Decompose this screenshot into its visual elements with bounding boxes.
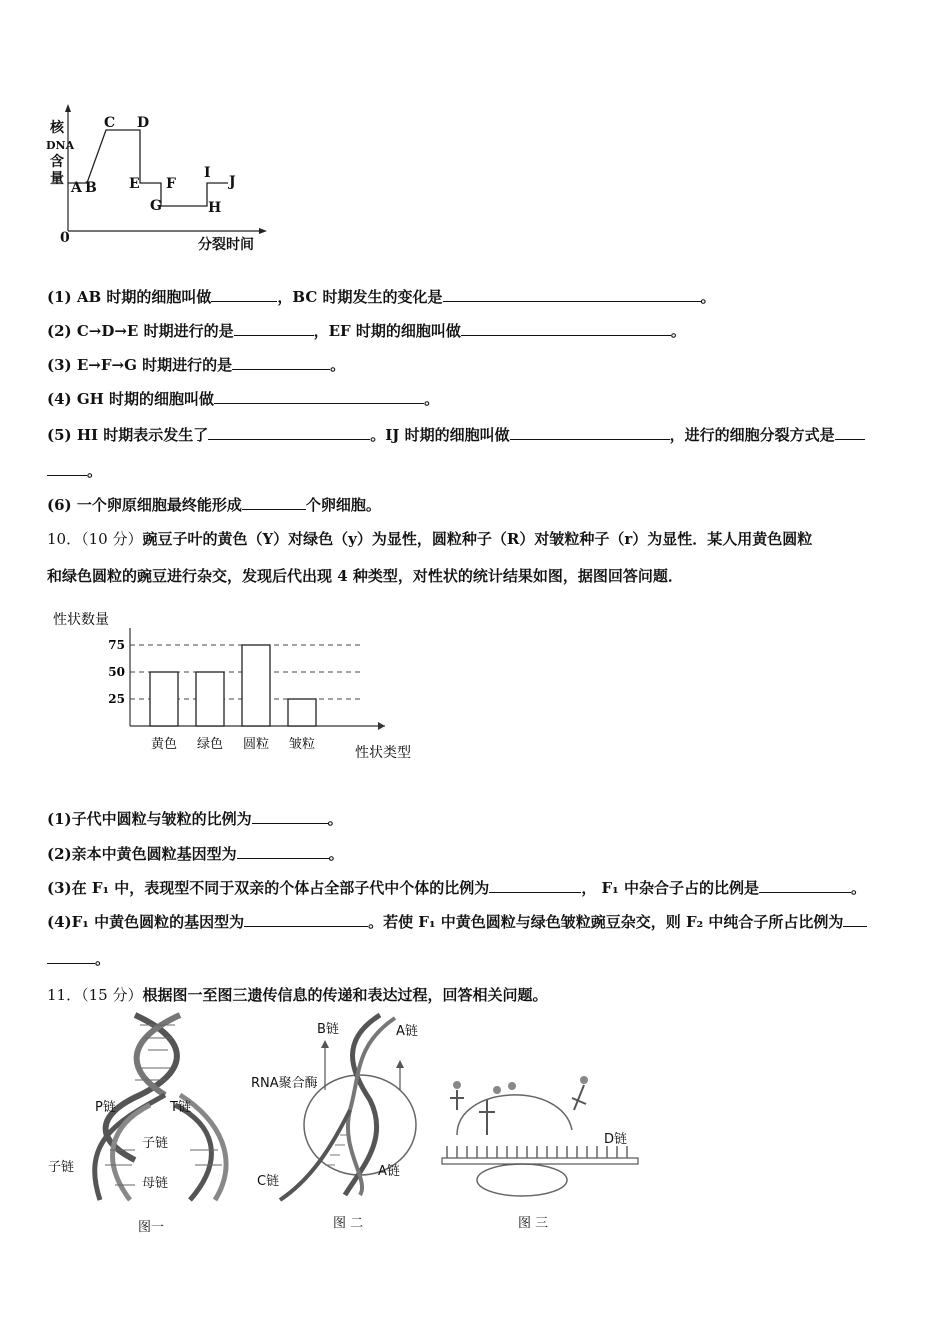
point-b: B — [85, 180, 97, 196]
q9-line-5: (5) HI 时期表示发生了 。IJ 时期的细胞叫做 ，进行的细胞分裂方式是 — [47, 424, 865, 445]
q10-sub-2: (2)亲本中黄色圆粒基因型为 。 — [47, 845, 344, 863]
answer-blank[interactable] — [252, 809, 328, 824]
q9-line-5-cont: 。 — [47, 460, 102, 481]
dna-content-graph — [40, 100, 280, 255]
chart-xlabel: 性状类型 — [355, 745, 411, 761]
bar-3 — [288, 699, 316, 726]
q10-sub-1: (1)子代中圆粒与皱粒的比例为 。 — [47, 810, 343, 828]
x-tick-label: 绿色 — [196, 737, 224, 752]
y-tick-label: 50 — [108, 665, 125, 679]
bar-0 — [150, 672, 178, 726]
answer-blank[interactable] — [242, 495, 306, 510]
fig1-caption: 图一 — [138, 1220, 165, 1235]
fig1-label-parent-chain: 母链 — [142, 1176, 169, 1191]
x-axis-arrow — [378, 722, 385, 730]
graph-xlabel: 分裂时间 — [198, 237, 254, 253]
q9-line-6: (6) 一个卵原细胞最终能形成 个卵细胞。 — [47, 496, 381, 514]
answer-blank[interactable] — [835, 425, 865, 440]
point-i: I — [204, 165, 211, 181]
fig3-label-d-chain: D链 — [604, 1132, 628, 1147]
graph-ylabel: 核 DNA 含 量 — [46, 120, 75, 187]
point-f: F — [166, 176, 176, 192]
fig2-caption: 图 二 — [333, 1216, 364, 1231]
point-c: C — [104, 115, 116, 131]
y-tick-label: 25 — [108, 692, 125, 706]
fig2-label-a-chain-bottom: A链 — [378, 1164, 400, 1179]
graph-origin: 0 — [60, 230, 70, 246]
answer-blank[interactable] — [47, 949, 95, 964]
bar-1 — [196, 672, 224, 726]
fig1-label-daughter-chain-a: 子链 — [142, 1136, 169, 1151]
point-e: E — [129, 176, 140, 192]
fig1-label-daughter-chain-b: 子链 — [48, 1160, 75, 1175]
x-tick-label: 皱粒 — [288, 737, 316, 752]
answer-blank[interactable] — [443, 287, 701, 302]
point-d: D — [137, 115, 150, 131]
q10-sub-4: (4)F₁ 中黄色圆粒的基因型为 。若使 F₁ 中黄色圆粒与绿色皱粒豌豆杂交，则 F₂ 中纯合子所占比例为 — [47, 911, 867, 932]
answer-blank[interactable] — [461, 321, 671, 336]
q9-line-4: (4) GH 时期的细胞叫做 。 — [47, 390, 440, 408]
q10-stem-line-1: 10．（10 分）豌豆子叶的黄色（Y）对绿色（y）为显性，圆粒种子（R）对皱粒种子（r）为显性．某人用黄色圆粒 — [47, 530, 813, 548]
fig2-label-b-chain: B链 — [317, 1022, 339, 1037]
answer-blank[interactable] — [211, 287, 277, 302]
answer-blank[interactable] — [244, 912, 368, 927]
fig2-label-a-chain-top: A链 — [396, 1024, 418, 1039]
y-tick-label: 75 — [108, 638, 125, 652]
fig1-label-p-chain: P链 — [95, 1100, 116, 1115]
answer-blank[interactable] — [214, 389, 424, 404]
q10-stem-line-2: 和绿色圆粒的豌豆进行杂交，发现后代出现 4 种类型，对性状的统计结果如图，据图回答问题． — [47, 567, 683, 585]
answer-blank[interactable] — [208, 425, 370, 440]
answer-blank[interactable] — [843, 912, 867, 927]
fig3-caption: 图 三 — [518, 1216, 549, 1231]
answer-blank[interactable] — [510, 425, 670, 440]
trait-bar-chart — [45, 600, 425, 770]
q11-stem: 11．（15 分）根据图一至图三遗传信息的传递和表达过程，回答相关问题。 — [47, 986, 548, 1004]
x-tick-label: 圆粒 — [242, 737, 270, 752]
q9-line-2: (2) C→D→E 时期进行的是 ，EF 时期的细胞叫做 。 — [47, 322, 686, 340]
answer-blank[interactable] — [489, 878, 581, 893]
q10-sub-3: (3)在 F₁ 中，表现型不同于双亲的个体占全部子代中个体的比例为 ， F₁ 中杂合子占的比例是 。 — [47, 879, 866, 897]
q9-line-1: (1) AB 时期的细胞叫做 ，BC 时期发生的变化是 。 — [47, 288, 716, 306]
bar-2 — [242, 645, 270, 726]
point-j: J — [229, 174, 236, 190]
answer-blank[interactable] — [237, 844, 329, 859]
fig2-label-c-chain: C链 — [257, 1174, 280, 1189]
point-a: A — [71, 180, 82, 196]
q9-line-3: (3) E→F→G 时期进行的是 。 — [47, 356, 346, 374]
fig1-label-t-chain: T链 — [170, 1100, 191, 1115]
figure-2-transcription — [250, 1010, 450, 1210]
answer-blank[interactable] — [759, 878, 851, 893]
chart-ylabel: 性状数量 — [53, 612, 109, 628]
fig2-label-rna-polymerase: RNA聚合酶 — [251, 1076, 318, 1091]
answer-blank[interactable] — [47, 461, 87, 476]
point-h: H — [208, 200, 222, 216]
q10-sub-4-cont: 。 — [47, 948, 110, 969]
answer-blank[interactable] — [232, 355, 330, 370]
answer-blank[interactable] — [234, 321, 314, 336]
x-tick-label: 黄色 — [150, 737, 178, 752]
point-g: G — [150, 198, 162, 214]
